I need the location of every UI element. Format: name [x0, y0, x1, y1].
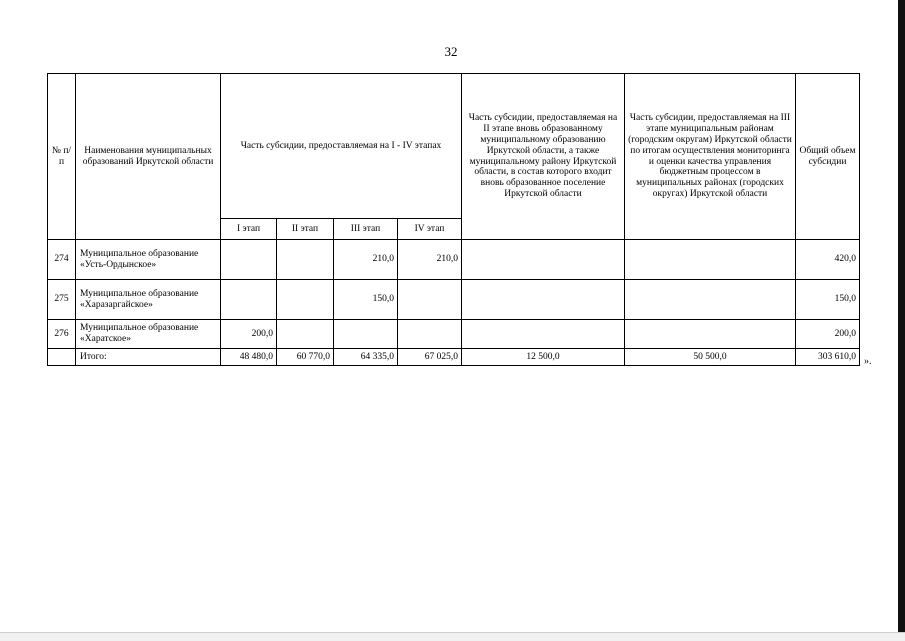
row-total: 150,0: [796, 280, 860, 320]
page-number: 32: [444, 44, 458, 59]
row-stage-1: 200,0: [221, 320, 277, 349]
header-total: Общий объем субсидии: [796, 74, 860, 240]
header-num: № п/п: [48, 74, 76, 240]
row-part2: [462, 320, 625, 349]
header-stage-4: IV этап: [398, 219, 462, 240]
row-stage-3: 150,0: [334, 280, 398, 320]
row-part3: [625, 320, 796, 349]
header-stage-2: II этап: [277, 219, 334, 240]
header-part3: Часть субсидии, предоставляемая на III этапе муниципальным районам (городским округам) Иркутской области по итогам осуществления мониторинга и оценки качества управления бюджетным процессом в муниципальных районах (городских округах) Иркутской области: [625, 74, 796, 240]
totals-row: [48, 349, 860, 366]
row-num: 274: [48, 240, 76, 280]
row-part2: [462, 280, 625, 320]
table-row: [48, 280, 860, 320]
row-part3: [625, 280, 796, 320]
row-stage-2: [277, 280, 334, 320]
row-stage-3: 210,0: [334, 240, 398, 280]
totals-part3: 50 500,0: [625, 349, 796, 366]
header-stage-1: I этап: [221, 219, 277, 240]
totals-label: Итого:: [76, 349, 221, 366]
row-stage-3: [334, 320, 398, 349]
row-stage-1: [221, 280, 277, 320]
row-part3: [625, 240, 796, 280]
header-stages-group: Часть субсидии, предоставляемая на I - IV этапах: [221, 74, 462, 219]
row-num: 276: [48, 320, 76, 349]
row-stage-1: [221, 240, 277, 280]
header-row: [48, 74, 860, 219]
table-row: [48, 320, 860, 349]
row-stage-2: [277, 240, 334, 280]
closing-quote: ».: [864, 356, 872, 367]
totals-stage-2: 60 770,0: [277, 349, 334, 366]
row-stage-4: [398, 280, 462, 320]
table-row: [48, 240, 860, 280]
totals-stage-4: 67 025,0: [398, 349, 462, 366]
header-name: Наименования муниципальных образований Иркутской области: [76, 74, 221, 240]
row-stage-4: 210,0: [398, 240, 462, 280]
totals-stage-3: 64 335,0: [334, 349, 398, 366]
row-part2: [462, 240, 625, 280]
row-name: Муниципальное образование «Усть-Ордынское»: [76, 240, 221, 280]
scan-edge-right: [898, 0, 905, 640]
row-name: Муниципальное образование «Харазаргайское»: [76, 280, 221, 320]
row-stage-4: [398, 320, 462, 349]
row-num: 275: [48, 280, 76, 320]
totals-total: 303 610,0: [796, 349, 860, 366]
row-total: 420,0: [796, 240, 860, 280]
header-stage-3: III этап: [334, 219, 398, 240]
row-name: Муниципальное образование «Харатское»: [76, 320, 221, 349]
row-stage-2: [277, 320, 334, 349]
row-total: 200,0: [796, 320, 860, 349]
subsidy-table: [47, 73, 860, 366]
totals-part2: 12 500,0: [462, 349, 625, 366]
header-part2: Часть субсидии, предоставляемая на II этапе вновь образованному муниципальному образованию Иркутской области, а также муниципальному району Иркутской области, в состав которого входит вновь образованное поселение Иркутской области: [462, 74, 625, 240]
totals-num-cell: [48, 349, 76, 366]
totals-stage-1: 48 480,0: [221, 349, 277, 366]
